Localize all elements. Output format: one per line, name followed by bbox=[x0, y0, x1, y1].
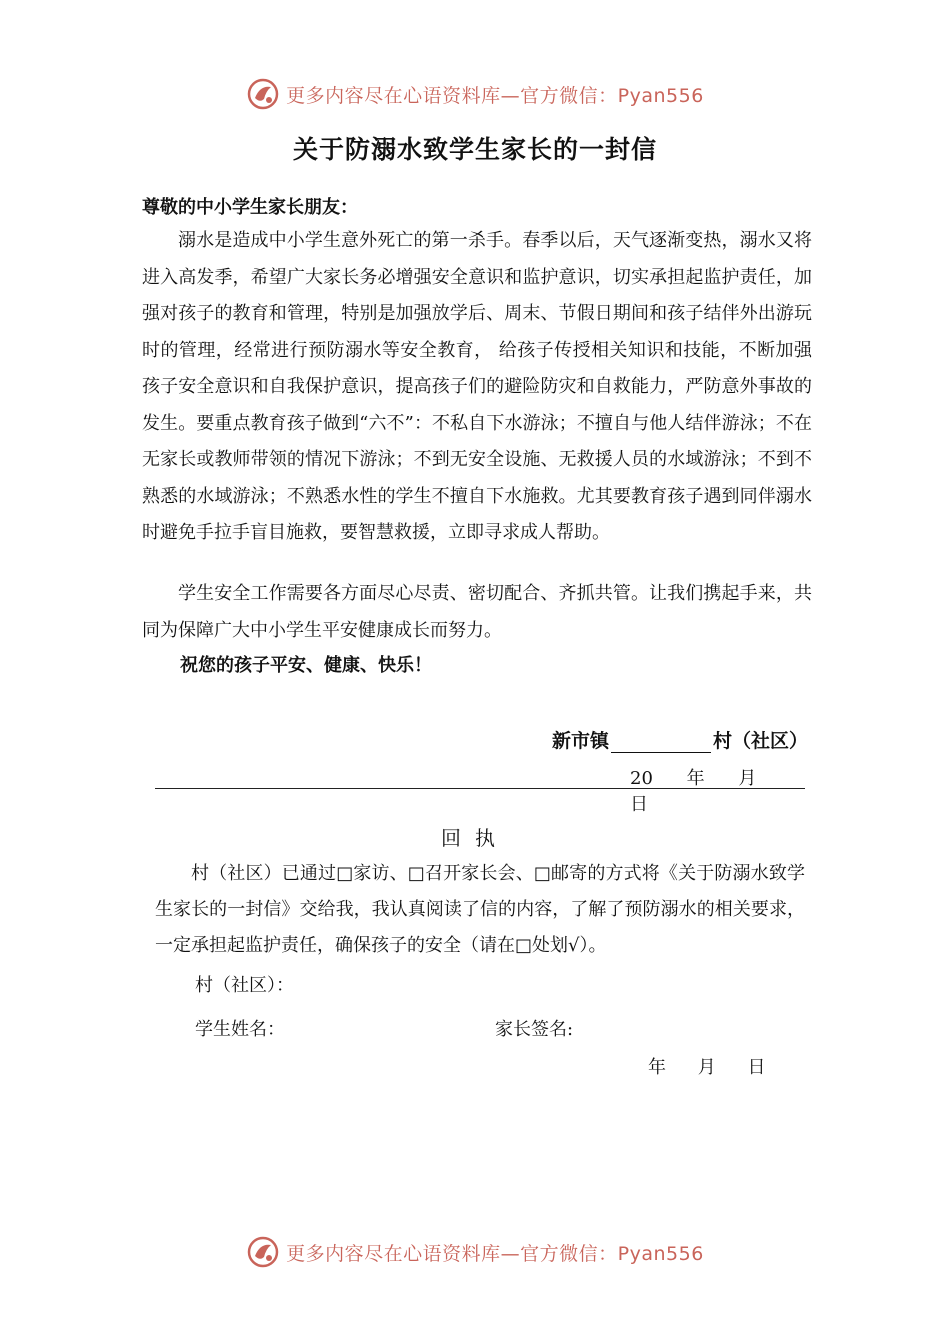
cut-line-divider bbox=[155, 788, 805, 789]
receipt-date bbox=[648, 1050, 950, 1086]
watermark-footer bbox=[0, 1232, 950, 1272]
date-year: 20 bbox=[630, 768, 653, 789]
letter-date bbox=[630, 764, 805, 816]
signature-line bbox=[552, 726, 808, 753]
letter-paragraph-1 bbox=[142, 223, 812, 552]
receipt-village-label: 村（社区）： bbox=[195, 975, 294, 996]
watermark-header bbox=[0, 74, 950, 114]
paragraph-text: 学生安全工作需要各方面尽心尽责、密切配合、齐抓共管。让我们携起手来，共同为保障广大中小学生平安健康成长而努力。 bbox=[142, 583, 812, 641]
receipt-day-unit: 日 bbox=[747, 1057, 766, 1078]
paragraph-text: 溺水是造成中小学生意外死亡的第一杀手。春季以后，天气逐渐变热，溺水又将进入高发季，希望广大家长务必增强安全意识和监护意识，切实承担起监护责任，加强对孩子的教育和管理，特别是加强放学后、周末、节假日期间和孩子结伴外出游玩时的管理，经常进行预防溺水等安全教育， 给孩子传授相关知识和技能，不断加强孩子安全意识和自我保护意识，提高孩子们的避险防灾和自救能力，严防意外事故的发生。要重点教育孩子做到“六不”：不私自下水游泳；不擅自与他人结伴游泳；不在无家长或教师带领的情况下游泳；不到无安全设施、无救援人员的水域游泳；不到不熟悉的水域游泳；不熟悉水性的学生不擅自下水施救。尤其要教育孩子遇到同伴溺水时避免手拉手盲目施救，要智慧救援，立即寻求成人帮助。 bbox=[142, 230, 812, 543]
salutation: 尊敬的中小学生家长朋友： bbox=[142, 197, 358, 218]
student-name-label: 学生姓名： bbox=[195, 1019, 285, 1040]
letter-paragraph-2 bbox=[142, 576, 812, 649]
watermark-text: 更多内容尽在心语资料库—官方微信：Pyan556 bbox=[286, 84, 704, 107]
watermark-logo-icon bbox=[246, 77, 280, 111]
letter-title: 关于防溺水致学生家长的一封信 bbox=[292, 135, 657, 164]
village-suffix: 村（社区） bbox=[712, 730, 808, 752]
town-name: 新市镇 bbox=[551, 730, 609, 752]
receipt-month-unit: 月 bbox=[697, 1057, 716, 1078]
parent-signature-label: 家长签名: bbox=[495, 1019, 574, 1040]
watermark-logo-icon bbox=[246, 1235, 280, 1269]
village-blank[interactable] bbox=[611, 732, 711, 753]
receipt-year-unit: 年 bbox=[648, 1057, 666, 1078]
closing-wish: 祝您的孩子平安、健康、快乐！ bbox=[180, 655, 432, 676]
receipt-text: 村（社区）已通过□家访、□召开家长会、□邮寄的方式将《关于防溺水致学生家长的一封信》交给我，我认真阅读了信的内容，了解了预防溺水的相关要求，一定承担起监护责任，确保孩子的安全（请在□处划√）。 bbox=[155, 863, 805, 956]
watermark-text: 更多内容尽在心语资料库—官方微信：Pyan556 bbox=[286, 1242, 704, 1265]
receipt-title: 回执 bbox=[441, 826, 509, 850]
date-month-unit: 月 bbox=[738, 768, 757, 789]
date-day-unit: 日 bbox=[630, 794, 648, 815]
date-year-unit: 年 bbox=[686, 768, 705, 789]
receipt-body bbox=[155, 856, 805, 964]
